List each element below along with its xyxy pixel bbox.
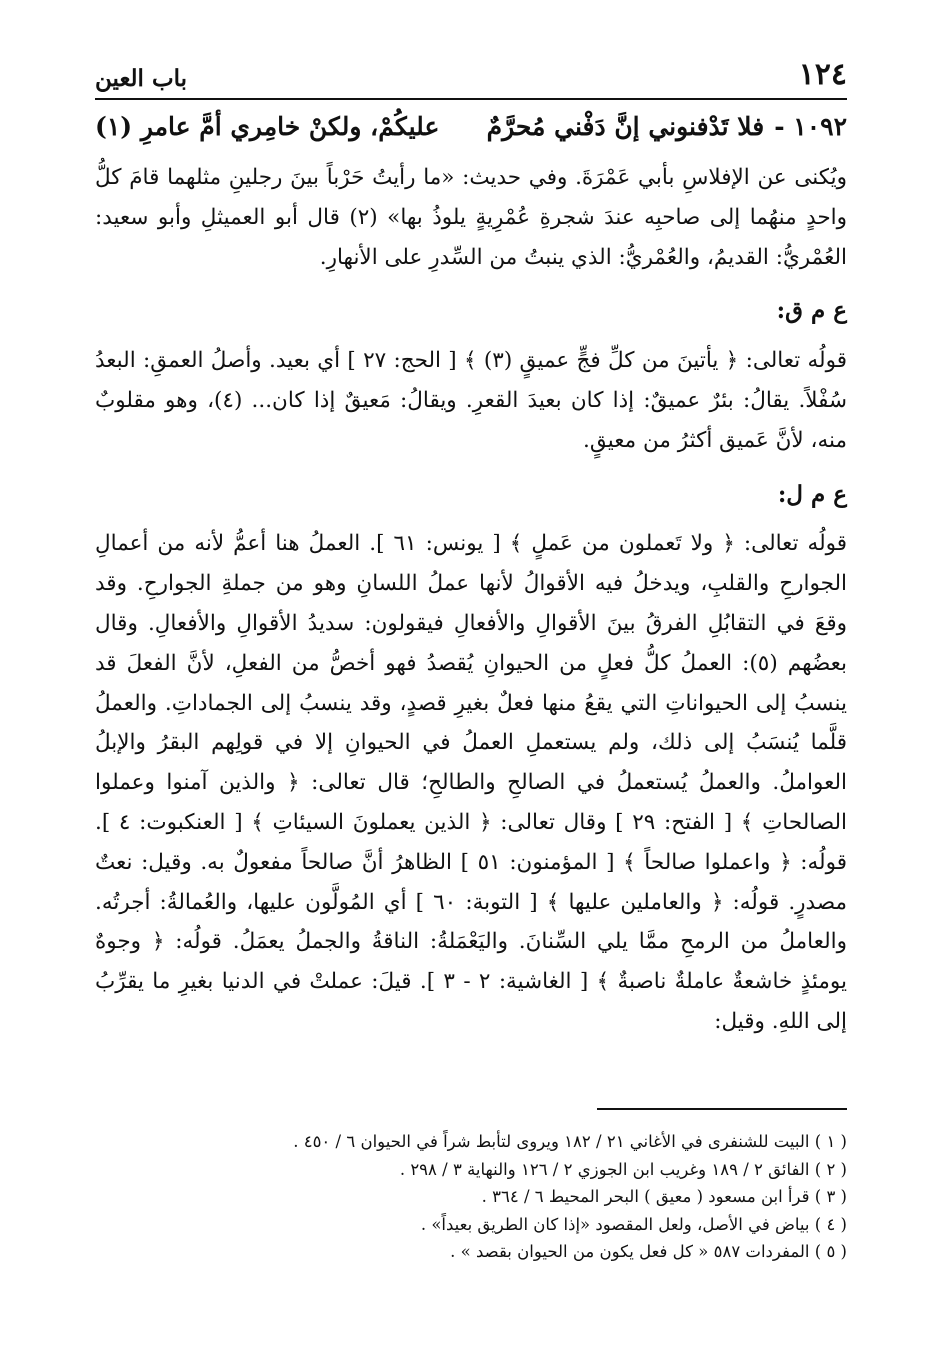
verse-second-hemistich: عليكُمْ، ولكنْ خامِري أمَّ عامرِ (١): [95, 112, 440, 141]
footnote-4: ( ٤ ) بياض في الأصل، ولعل المقصود «إذا كان الطريق بعيداً» .: [420, 1214, 847, 1234]
root-heading-ayn-mim-qaf: ع م ق:: [776, 297, 847, 325]
footnote-separator: [597, 1108, 847, 1110]
verse-first-hemistich: فلا تَدْفنوني إنَّ دَفْني مُحرَّمٌ: [486, 112, 765, 141]
verse-number: ١٠٩٢ -: [774, 112, 847, 141]
paragraph-amr: ويُكنى عن الإفلاسِ بأبي عَمْرَةَ. وفي حديث: «ما رأيتُ حَرْباً بينَ رجلينِ مثلهما قامَ كلُّ واحدٍ منهُما إلى صاحبِه عندَ شجرةِ عُمْرِيةٍ يلوذُ بها» (٢) قال أبو العميثلِ وأبو سعيد: العُمْريُّ: القديمُ، والعُمْريُّ: الذي ينبتُ من السِّدرِ على الأنهارِ.: [95, 165, 847, 270]
footnote-3: ( ٣ ) قرأ ابن مسعود ( معيق ) البحر المحيط ٦ / ٣٦٤ .: [481, 1187, 847, 1207]
footnotes: [95, 1128, 847, 1266]
root-heading-ayn-mim-lam: ع م ل:: [777, 480, 847, 508]
paragraph-aml: قولُه تعالى: ﴿ ولا تَعملون من عَملٍ ﴾ [ يونس: ٦١ ]. العملُ هنا أعمُّ لأنه من أعمالِ الجوارحِ والقلبِ، ويدخلُ فيه الأقوالُ لأنها عملُ اللسانِ وهو من جملةِ الجوارحِ. وقد وقعَ في التقابُلِ الفرقُ بينَ الأقوالِ والأفعالِ فيقولون: سديدُ الأقوالِ والأفعالِ. وقال بعضُهم (٥): العملُ كلُّ فعلٍ من الحيوانِ يُقصدُ فهو أخصُّ من الفعلِ، لأنَّ الفعلَ قد ينسبُ إلى الحيواناتِ التي يقعُ منها فعلٌ بغيرِ قصدٍ، وقد ينسبُ إلى الجماداتِ. والعملُ قلَّما يُنسَبُ إلى ذلك، ولم يستعملِ العملُ في الحيوانِ إلا في قولِهم البقرُ والإبلُ العواملُ. والعملُ يُستعملُ في الصالحِ والطالحِ؛ قال تعالى: ﴿ والذين آمنوا وعملوا الصالحاتِ ﴾ [ الفتح: ٢٩ ] وقال تعالى: ﴿ الذين يعملونَ السيئاتِ ﴾ [ العنكبوت: ٤ ]. قولُه: ﴿ واعملوا صالحاً ﴾ [ المؤمنون: ٥١ ] الظاهرُ أنَّ صالحاً مفعولٌ به. وقيل: نعتٌ مصدرٍ. قولُه: ﴿ والعاملين عليها ﴾ [ التوبة: ٦٠ ] أي المُولَّون عليها، والعُمالةُ: أجرتُه. والعاملُ من الرمحِ ممَّا يلي السِّنانَ. واليَعْمَلةُ: الناقةُ والجملُ يعمَلُ. قولُه: ﴿ وجوهٌ يومئذٍ خاشعةٌ عاملةٌ ناصبةٌ ﴾ [ الغاشية: ٢ - ٣ ]. قيلَ: عملتْ في الدنيا بغيرِ ما يقرِّبُ إلى اللهِ. وقيل:: [95, 531, 848, 1034]
page-header: [95, 52, 847, 100]
poetry-verse: [95, 112, 847, 141]
page-number: ١٢٤: [798, 57, 847, 92]
running-section-title: باب العين: [95, 65, 188, 92]
main-text: [95, 158, 847, 1042]
paragraph-amq: قولُه تعالى: ﴿ يأتينَ من كلِّ فجٍّ عميقٍ (٣) ﴾ [ الحج: ٢٧ ] أي بعيد. وأصلُ العمقِ: البعدُ سُفْلاً. يقالُ: بئرٌ عميقٌ: إذا كان بعيدَ القعرِ. ويقالُ: مَعيقٌ إذا كان... (٤)، وهو مقلوبٌ منه، لأنَّ عَميق أكثرُ من معيقٍ.: [95, 348, 847, 453]
footnote-1: ( ١ ) البيت للشنفرى في الأغاني ٢١ / ١٨٢ ويروى لتأبط شراً في الحيوان ٦ / ٤٥٠ .: [293, 1132, 847, 1151]
footnote-5: ( ٥ ) المفردات ٥٨٧ « كل فعل يكون من الحيوان بقصد » .: [450, 1242, 847, 1262]
footnote-2: ( ٢ ) الفائق ٢ / ١٨٩ وغريب ابن الجوزي ٢ / ١٢٦ والنهاية ٣ / ٢٩٨ .: [399, 1159, 847, 1179]
